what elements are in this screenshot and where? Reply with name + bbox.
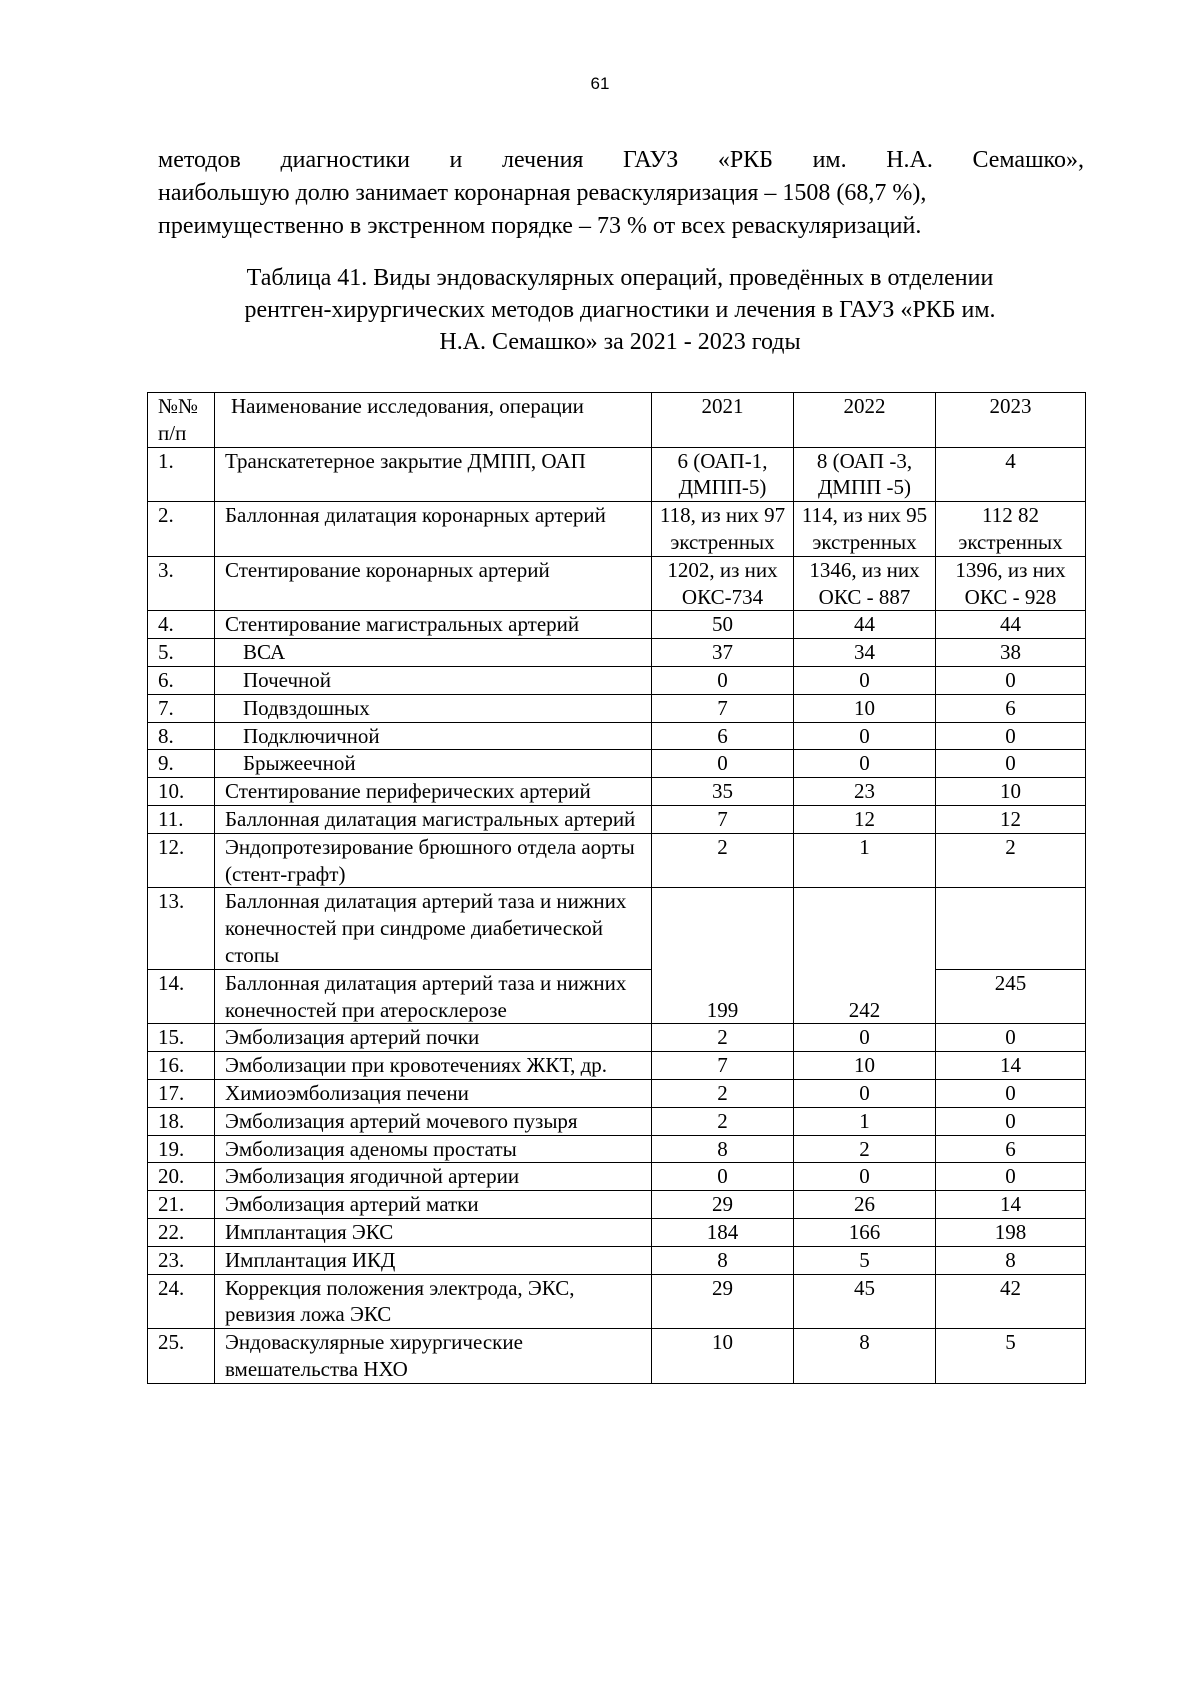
table-row (148, 1246, 1086, 1274)
row-2021: 10 (652, 1329, 794, 1384)
row-2023: 198 (936, 1218, 1086, 1246)
row-num: 11. (148, 805, 215, 833)
row-name: Эмболизация артерий почки (215, 1024, 652, 1052)
row-2021: 0 (652, 1163, 794, 1191)
row-2021: 50 (652, 611, 794, 639)
row-num: 7. (148, 694, 215, 722)
table-row (148, 833, 1086, 888)
row-num: 3. (148, 556, 215, 611)
row-name: Коррекция положения электрода, ЭКС, ревизия ложа ЭКС (215, 1274, 652, 1329)
row-num: 17. (148, 1079, 215, 1107)
header-2023: 2023 (936, 393, 1086, 448)
row-num: 1. (148, 447, 215, 502)
table-row (148, 502, 1086, 557)
table-row (148, 1218, 1086, 1246)
table-row (148, 1052, 1086, 1080)
table-row (148, 750, 1086, 778)
table-row (148, 1024, 1086, 1052)
row-2023: 0 (936, 722, 1086, 750)
table-row (148, 694, 1086, 722)
row-num: 23. (148, 1246, 215, 1274)
row-2022: 1 (794, 833, 936, 888)
row-2021: 29 (652, 1191, 794, 1219)
row-2021: 0 (652, 666, 794, 694)
table-row (148, 969, 1086, 1024)
row-num: 5. (148, 639, 215, 667)
row-2023: 0 (936, 1107, 1086, 1135)
row-2023: 10 (936, 778, 1086, 806)
row-2022: 0 (794, 750, 936, 778)
row-num: 2. (148, 502, 215, 557)
intro-line: наибольшую долю занимает коронарная реваскуляризация – 1508 (68,7 %), (158, 180, 927, 206)
row-2021: 2 (652, 1024, 794, 1052)
header-num: №№ п/п (148, 393, 215, 448)
row-name: Баллонная дилатация коронарных артерий (215, 502, 652, 557)
row-name: Эндоваскулярные хирургические вмешательства НХО (215, 1329, 652, 1384)
row-2023: 245 (936, 969, 1086, 1024)
row-num: 8. (148, 722, 215, 750)
row-num: 15. (148, 1024, 215, 1052)
row-2021: 7 (652, 1052, 794, 1080)
table-row (148, 1274, 1086, 1329)
row-name: Баллонная дилатация артерий таза и нижних конечностей при синдроме диабетической стопы (215, 888, 652, 969)
row-2022: 166 (794, 1218, 936, 1246)
row-2023: 8 (936, 1246, 1086, 1274)
row-2021: 0 (652, 750, 794, 778)
header-2021: 2021 (652, 393, 794, 448)
row-2022: 0 (794, 1024, 936, 1052)
row-2022: 8 (794, 1329, 936, 1384)
row-name: Эмболизация ягодичной артерии (215, 1163, 652, 1191)
table-row (148, 805, 1086, 833)
header-2022: 2022 (794, 393, 936, 448)
caption-line: рентген-хирургических методов диагностики и лечения в ГАУЗ «РКБ им. (244, 297, 996, 323)
row-2023: 112 82 экстренных (936, 502, 1086, 557)
row-2022: 114, из них 95 экстренных (794, 502, 936, 557)
row-2021: 2 (652, 833, 794, 888)
row-2023: 0 (936, 666, 1086, 694)
row-name: Эмболизация аденомы простаты (215, 1135, 652, 1163)
table-row (148, 1107, 1086, 1135)
row-2021: 8 (652, 1246, 794, 1274)
row-num: 24. (148, 1274, 215, 1329)
row-2023 (936, 888, 1086, 969)
row-name: Эмболизации при кровотечениях ЖКТ, др. (215, 1052, 652, 1080)
row-num: 25. (148, 1329, 215, 1384)
row-2022: 5 (794, 1246, 936, 1274)
intro-paragraph (158, 144, 1084, 243)
row-2022: 10 (794, 694, 936, 722)
row-name: Эмболизация артерий матки (215, 1191, 652, 1219)
row-2021: 29 (652, 1274, 794, 1329)
table-row (148, 639, 1086, 667)
table-header-row (148, 393, 1086, 448)
row-2021: 7 (652, 694, 794, 722)
row-2022: 44 (794, 611, 936, 639)
row-2023: 0 (936, 1163, 1086, 1191)
table-row (148, 1329, 1086, 1384)
row-2022: 8 (ОАП -3, ДМПП -5) (794, 447, 936, 502)
row-name: Транскатетерное закрытие ДМПП, ОАП (215, 447, 652, 502)
row-2023: 0 (936, 1024, 1086, 1052)
intro-line: методов диагностики и лечения ГАУЗ «РКБ им. Н.А. Семашко», (158, 147, 1084, 173)
row-2023: 14 (936, 1191, 1086, 1219)
row-name: Баллонная дилатация магистральных артерий (215, 805, 652, 833)
row-name: Стентирование коронарных артерий (215, 556, 652, 611)
row-2023: 0 (936, 1079, 1086, 1107)
intro-line: преимущественно в экстренном порядке – 73 % от всех реваскуляризаций. (158, 213, 922, 239)
row-num: 16. (148, 1052, 215, 1080)
caption-line: Н.А. Семашко» за 2021 - 2023 годы (439, 329, 801, 355)
table-row (148, 556, 1086, 611)
table-row (148, 447, 1086, 502)
row-num: 22. (148, 1218, 215, 1246)
row-2023: 6 (936, 694, 1086, 722)
row-num: 21. (148, 1191, 215, 1219)
table-row (148, 722, 1086, 750)
row-name: Имплантация ЭКС (215, 1218, 652, 1246)
row-num: 19. (148, 1135, 215, 1163)
row-2022: 12 (794, 805, 936, 833)
row-2021: 1202, из них ОКС-734 (652, 556, 794, 611)
row-2021: 118, из них 97 экстренных (652, 502, 794, 557)
table-row (148, 1079, 1086, 1107)
row-2022: 1 (794, 1107, 936, 1135)
row-num: 20. (148, 1163, 215, 1191)
row-2021: 2 (652, 1107, 794, 1135)
row-name: Подвздошных (215, 694, 652, 722)
row-2023: 44 (936, 611, 1086, 639)
row-2022: 0 (794, 1163, 936, 1191)
row-num: 10. (148, 778, 215, 806)
row-name: Баллонная дилатация артерий таза и нижних конечностей при атеросклерозе (215, 969, 652, 1024)
row-2023: 12 (936, 805, 1086, 833)
row-2023: 38 (936, 639, 1086, 667)
row-num: 9. (148, 750, 215, 778)
row-2022: 23 (794, 778, 936, 806)
row-2022: 2 (794, 1135, 936, 1163)
row-2023: 14 (936, 1052, 1086, 1080)
row-num: 13. (148, 888, 215, 969)
row-name: Имплантация ИКД (215, 1246, 652, 1274)
row-2022: 34 (794, 639, 936, 667)
table-row (148, 778, 1086, 806)
row-2021: 8 (652, 1135, 794, 1163)
row-name: Эмболизация артерий мочевого пузыря (215, 1107, 652, 1135)
row-2022: 1346, из них ОКС - 887 (794, 556, 936, 611)
row-2022: 10 (794, 1052, 936, 1080)
row-2022: 0 (794, 1079, 936, 1107)
caption-line: Таблица 41. Виды эндоваскулярных операций, проведённых в отделении (246, 265, 994, 291)
table-row (148, 666, 1086, 694)
operations-table (147, 392, 1086, 1384)
row-2023: 2 (936, 833, 1086, 888)
row-name: Подключичной (215, 722, 652, 750)
row-name: ВСА (215, 639, 652, 667)
row-name: Химиоэмболизация печени (215, 1079, 652, 1107)
table-row (148, 888, 1086, 969)
row-2021: 37 (652, 639, 794, 667)
row-2021: 6 (ОАП-1, ДМПП-5) (652, 447, 794, 502)
merged-2021: 199 (652, 888, 794, 1024)
merged-2022: 242 (794, 888, 936, 1024)
row-2023: 1396, из них ОКС - 928 (936, 556, 1086, 611)
row-2023: 5 (936, 1329, 1086, 1384)
row-name: Брыжеечной (215, 750, 652, 778)
row-2023: 4 (936, 447, 1086, 502)
page-number: 61 (590, 74, 610, 93)
table-caption (150, 262, 1090, 358)
header-name: Наименование исследования, операции (215, 393, 652, 448)
row-name: Эндопротезирование брюшного отдела аорты (стент-графт) (215, 833, 652, 888)
row-num: 14. (148, 969, 215, 1024)
row-2022: 26 (794, 1191, 936, 1219)
row-2022: 45 (794, 1274, 936, 1329)
table-row (148, 611, 1086, 639)
row-2022: 0 (794, 666, 936, 694)
row-2021: 184 (652, 1218, 794, 1246)
row-2021: 35 (652, 778, 794, 806)
row-name: Стентирование периферических артерий (215, 778, 652, 806)
row-2021: 7 (652, 805, 794, 833)
row-2023: 42 (936, 1274, 1086, 1329)
table-row (148, 1191, 1086, 1219)
table-row (148, 1135, 1086, 1163)
row-2022: 0 (794, 722, 936, 750)
row-2021: 6 (652, 722, 794, 750)
row-name: Почечной (215, 666, 652, 694)
row-num: 12. (148, 833, 215, 888)
row-num: 4. (148, 611, 215, 639)
table-row (148, 1163, 1086, 1191)
row-num: 18. (148, 1107, 215, 1135)
row-name: Стентирование магистральных артерий (215, 611, 652, 639)
row-2023: 0 (936, 750, 1086, 778)
row-2023: 6 (936, 1135, 1086, 1163)
row-2021: 2 (652, 1079, 794, 1107)
row-num: 6. (148, 666, 215, 694)
